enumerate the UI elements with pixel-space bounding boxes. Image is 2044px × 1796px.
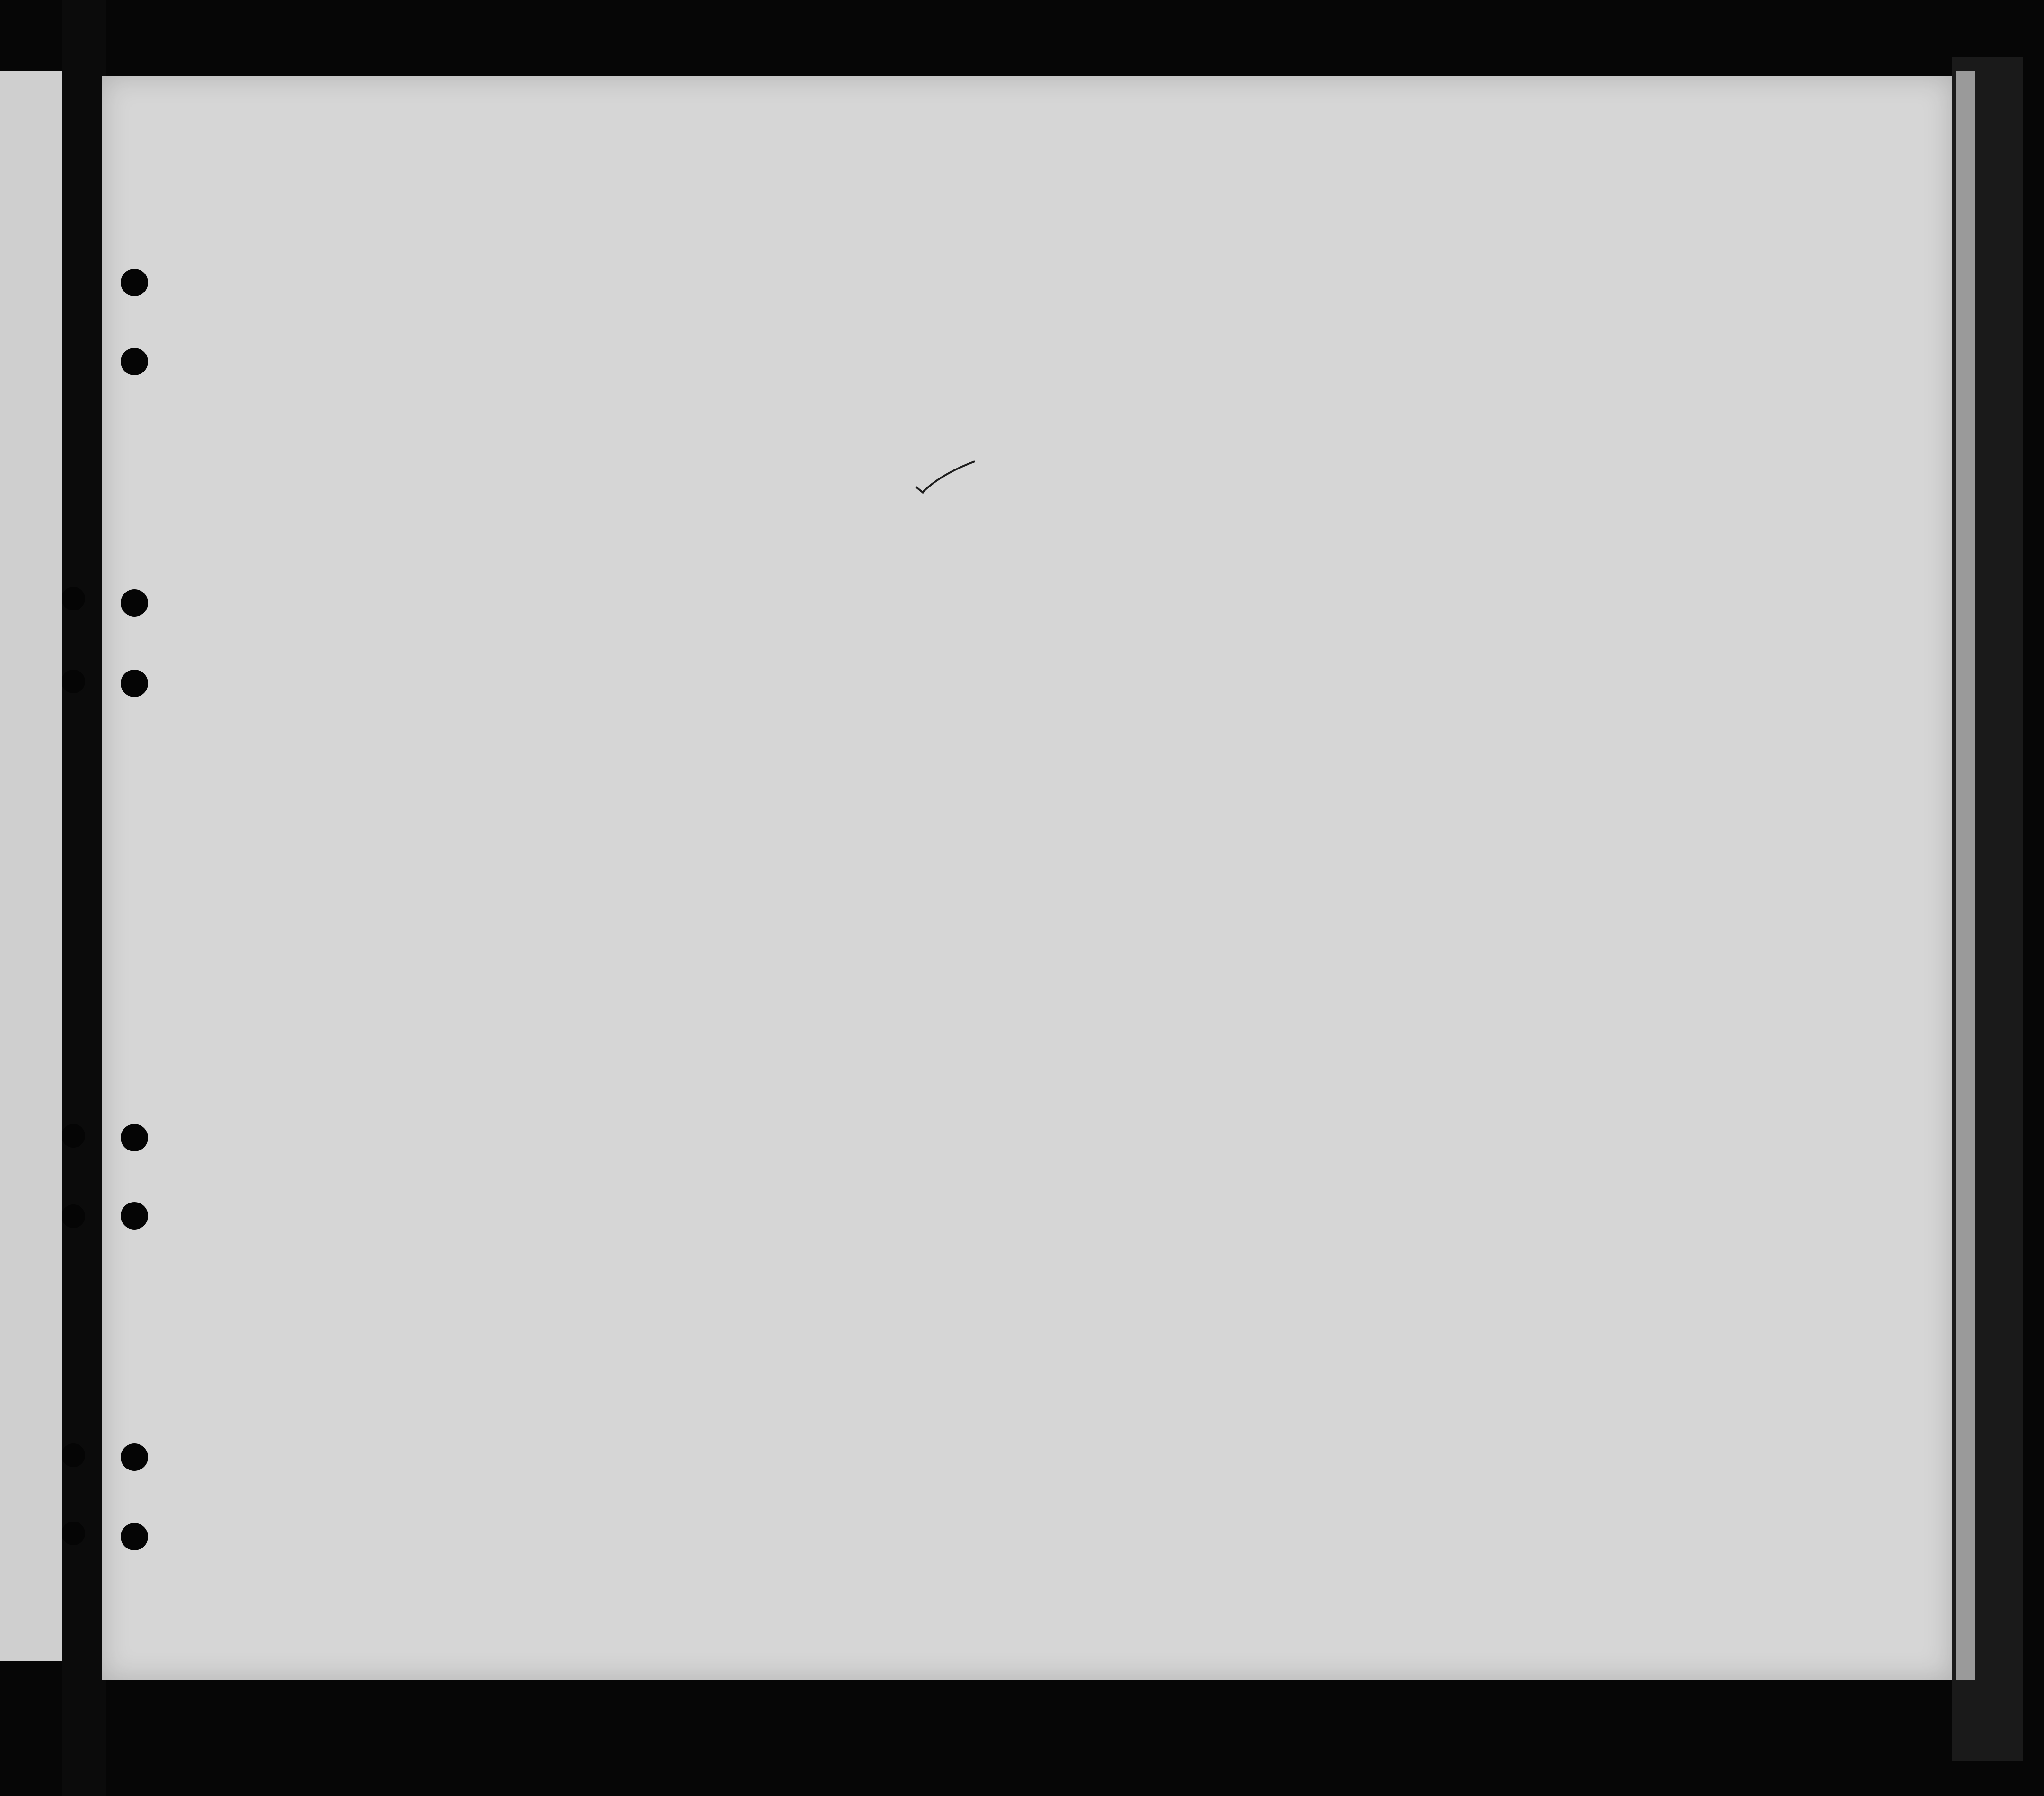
header-purpose-b [1192,331,1221,450]
header-ticket [619,318,635,441]
header-prison [1290,322,1315,450]
header-deported [1469,322,1493,450]
header-overthrow [1372,322,1419,450]
header-purpose-a [1145,331,1178,450]
header-contract [1424,322,1457,450]
header-inches [1642,395,1654,435]
header-possession [738,318,754,441]
header-polygamist [1325,322,1338,450]
header-anarchist [1352,322,1365,450]
header-feet [1621,407,1633,435]
header-purpose-c [1256,331,1280,450]
